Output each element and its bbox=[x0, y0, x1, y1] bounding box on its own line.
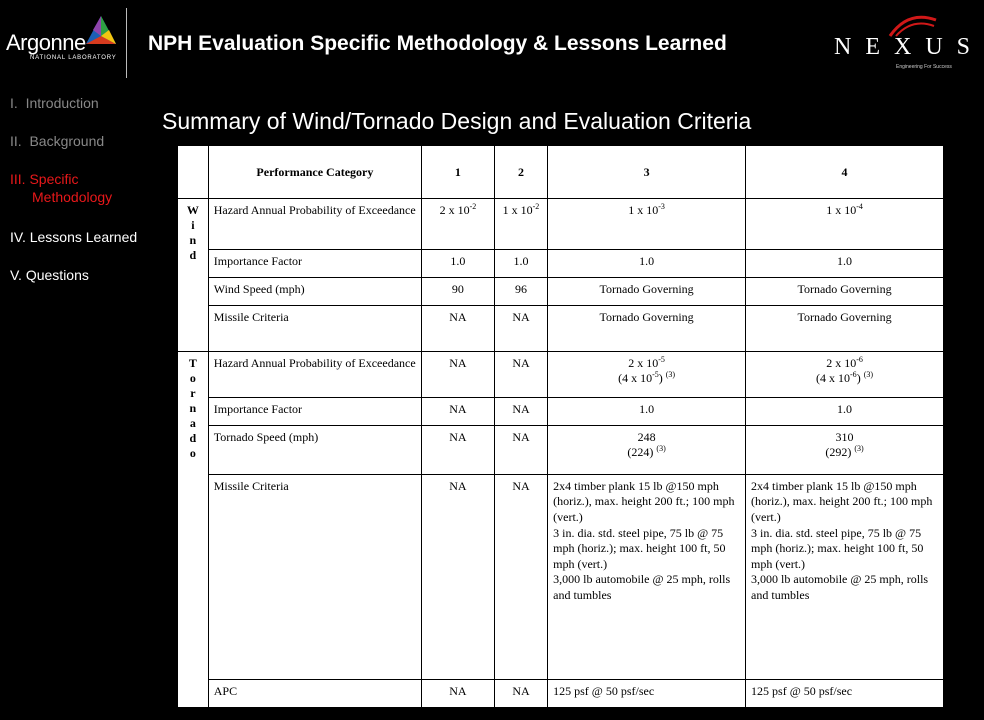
table-cell: Tornado Governing bbox=[548, 278, 746, 306]
table-cell: 1.0 bbox=[548, 249, 746, 277]
table-cell: NA bbox=[422, 426, 495, 474]
table-cell: 248 (224) $^{(3)}$ bbox=[548, 426, 746, 474]
nexus-wordmark: NEXUS bbox=[834, 34, 984, 60]
header-category-2: 2 bbox=[494, 146, 547, 199]
criteria-table bbox=[177, 145, 944, 708]
table-cell: NA bbox=[422, 398, 495, 426]
slide-header: NPH Evaluation Specific Methodology & Lessons Learned bbox=[148, 32, 727, 55]
table-cell: 1.0 bbox=[548, 398, 746, 426]
row-label: Hazard Annual Probability of Exceedance bbox=[208, 351, 421, 397]
table-cell: 1 x $10^{-4}$ bbox=[746, 199, 944, 249]
row-label: APC bbox=[208, 679, 421, 707]
nav-item-label: Background bbox=[29, 133, 105, 149]
table-cell: 125 psf @ 50 psf/sec bbox=[746, 679, 944, 707]
table-cell: NA bbox=[494, 679, 547, 707]
nav-item-label: Introduction bbox=[25, 95, 99, 111]
wind-group-label: W i n d bbox=[178, 199, 209, 351]
nav-item-questions[interactable]: V. Questions bbox=[10, 267, 89, 283]
table-cell: Tornado Governing bbox=[746, 278, 944, 306]
table-cell: 125 psf @ 50 psf/sec bbox=[548, 679, 746, 707]
argonne-subtitle: NATIONAL LABORATORY bbox=[30, 55, 117, 61]
table-cell: 1.0 bbox=[422, 249, 495, 277]
table-cell: 2 x $10^{-2}$ bbox=[422, 199, 495, 249]
table-row bbox=[178, 351, 944, 397]
page-title: Summary of Wind/Tornado Design and Evaluation Criteria bbox=[162, 108, 752, 134]
row-label: Tornado Speed (mph) bbox=[208, 426, 421, 474]
argonne-triangle-icon bbox=[84, 14, 118, 48]
table-cell: 1.0 bbox=[746, 398, 944, 426]
table-row bbox=[178, 199, 944, 249]
header-category-3: 3 bbox=[548, 146, 746, 199]
table-cell: NA bbox=[494, 426, 547, 474]
table-cell: NA bbox=[422, 474, 495, 679]
table-cell: NA bbox=[422, 306, 495, 351]
nav-item-label-continued: Methodology bbox=[32, 189, 113, 205]
nav-item-lessons-learned[interactable]: IV. Lessons Learned bbox=[10, 229, 138, 245]
nav-item-label: Questions bbox=[25, 267, 89, 283]
argonne-wordmark: Argonne bbox=[6, 30, 86, 55]
row-label: Importance Factor bbox=[208, 249, 421, 277]
header-empty-cell bbox=[178, 146, 209, 199]
table-cell: 1 x $10^{-2}$ bbox=[494, 199, 547, 249]
tornado-group-label: T o r n a d o bbox=[178, 351, 209, 707]
table-cell: NA bbox=[422, 679, 495, 707]
table-cell: 2x4 timber plank 15 lb @150 mph (horiz.), max. height 200 ft.; 100 mph (vert.) 3 in. dia. std. steel pipe, 75 lb @ 75 mph (horiz.); max. height 100 ft, 50 mph (vert.) 3,000 lb automobile @ 25 mph, rolls and tumbles bbox=[548, 474, 746, 679]
table-row bbox=[178, 474, 944, 679]
table-cell: Tornado Governing bbox=[548, 306, 746, 351]
header-category-4: 4 bbox=[746, 146, 944, 199]
row-label: Missile Criteria bbox=[208, 474, 421, 679]
table-cell: NA bbox=[494, 474, 547, 679]
table-header-row bbox=[178, 146, 944, 199]
table-cell: 1.0 bbox=[494, 249, 547, 277]
table-cell: 2x4 timber plank 15 lb @150 mph (horiz.), max. height 200 ft.; 100 mph (vert.) 3 in. dia. std. steel pipe, 75 lb @ 75 mph (horiz.); max. height 100 ft, 50 mph (vert.) 3,000 lb automobile @ 25 mph, rolls and tumbles bbox=[746, 474, 944, 679]
header-performance-category: Performance Category bbox=[208, 146, 421, 199]
table-row bbox=[178, 249, 944, 277]
table-cell: NA bbox=[494, 398, 547, 426]
table-row bbox=[178, 306, 944, 351]
table-cell: 2 x $10^{-6}$ (4 x $10^{-6}$) $^{(3)}$ bbox=[746, 351, 944, 397]
nav-item-label: Lessons Learned bbox=[29, 229, 138, 245]
row-label: Missile Criteria bbox=[208, 306, 421, 351]
table-row bbox=[178, 426, 944, 474]
row-label: Wind Speed (mph) bbox=[208, 278, 421, 306]
header-divider bbox=[126, 8, 127, 78]
table-row bbox=[178, 278, 944, 306]
row-label: Importance Factor bbox=[208, 398, 421, 426]
table-cell: 1 x $10^{-3}$ bbox=[548, 199, 746, 249]
table-cell: 310 (292) $^{(3)}$ bbox=[746, 426, 944, 474]
row-label: Hazard Annual Probability of Exceedance bbox=[208, 199, 421, 249]
nav-item-background[interactable]: II. Background bbox=[10, 133, 105, 149]
nexus-logo bbox=[830, 14, 984, 74]
table-cell: 96 bbox=[494, 278, 547, 306]
table-cell: 1.0 bbox=[746, 249, 944, 277]
argonne-logo bbox=[4, 14, 122, 74]
table-row bbox=[178, 679, 944, 707]
table-cell: 90 bbox=[422, 278, 495, 306]
table-cell: NA bbox=[494, 306, 547, 351]
table-cell: NA bbox=[422, 351, 495, 397]
nexus-tagline: Engineering For Success bbox=[896, 64, 952, 70]
nav-item-introduction[interactable]: I. Introduction bbox=[10, 95, 99, 111]
nav-item-specific-methodology[interactable]: III. Specific Methodology bbox=[10, 171, 113, 205]
table-row bbox=[178, 398, 944, 426]
nav-item-label: Specific bbox=[29, 171, 79, 187]
table-cell: NA bbox=[494, 351, 547, 397]
table-cell: Tornado Governing bbox=[746, 306, 944, 351]
header-category-1: 1 bbox=[422, 146, 495, 199]
table-cell: 2 x $10^{-5}$ (4 x $10^{-5}$) $^{(3)}$ bbox=[548, 351, 746, 397]
